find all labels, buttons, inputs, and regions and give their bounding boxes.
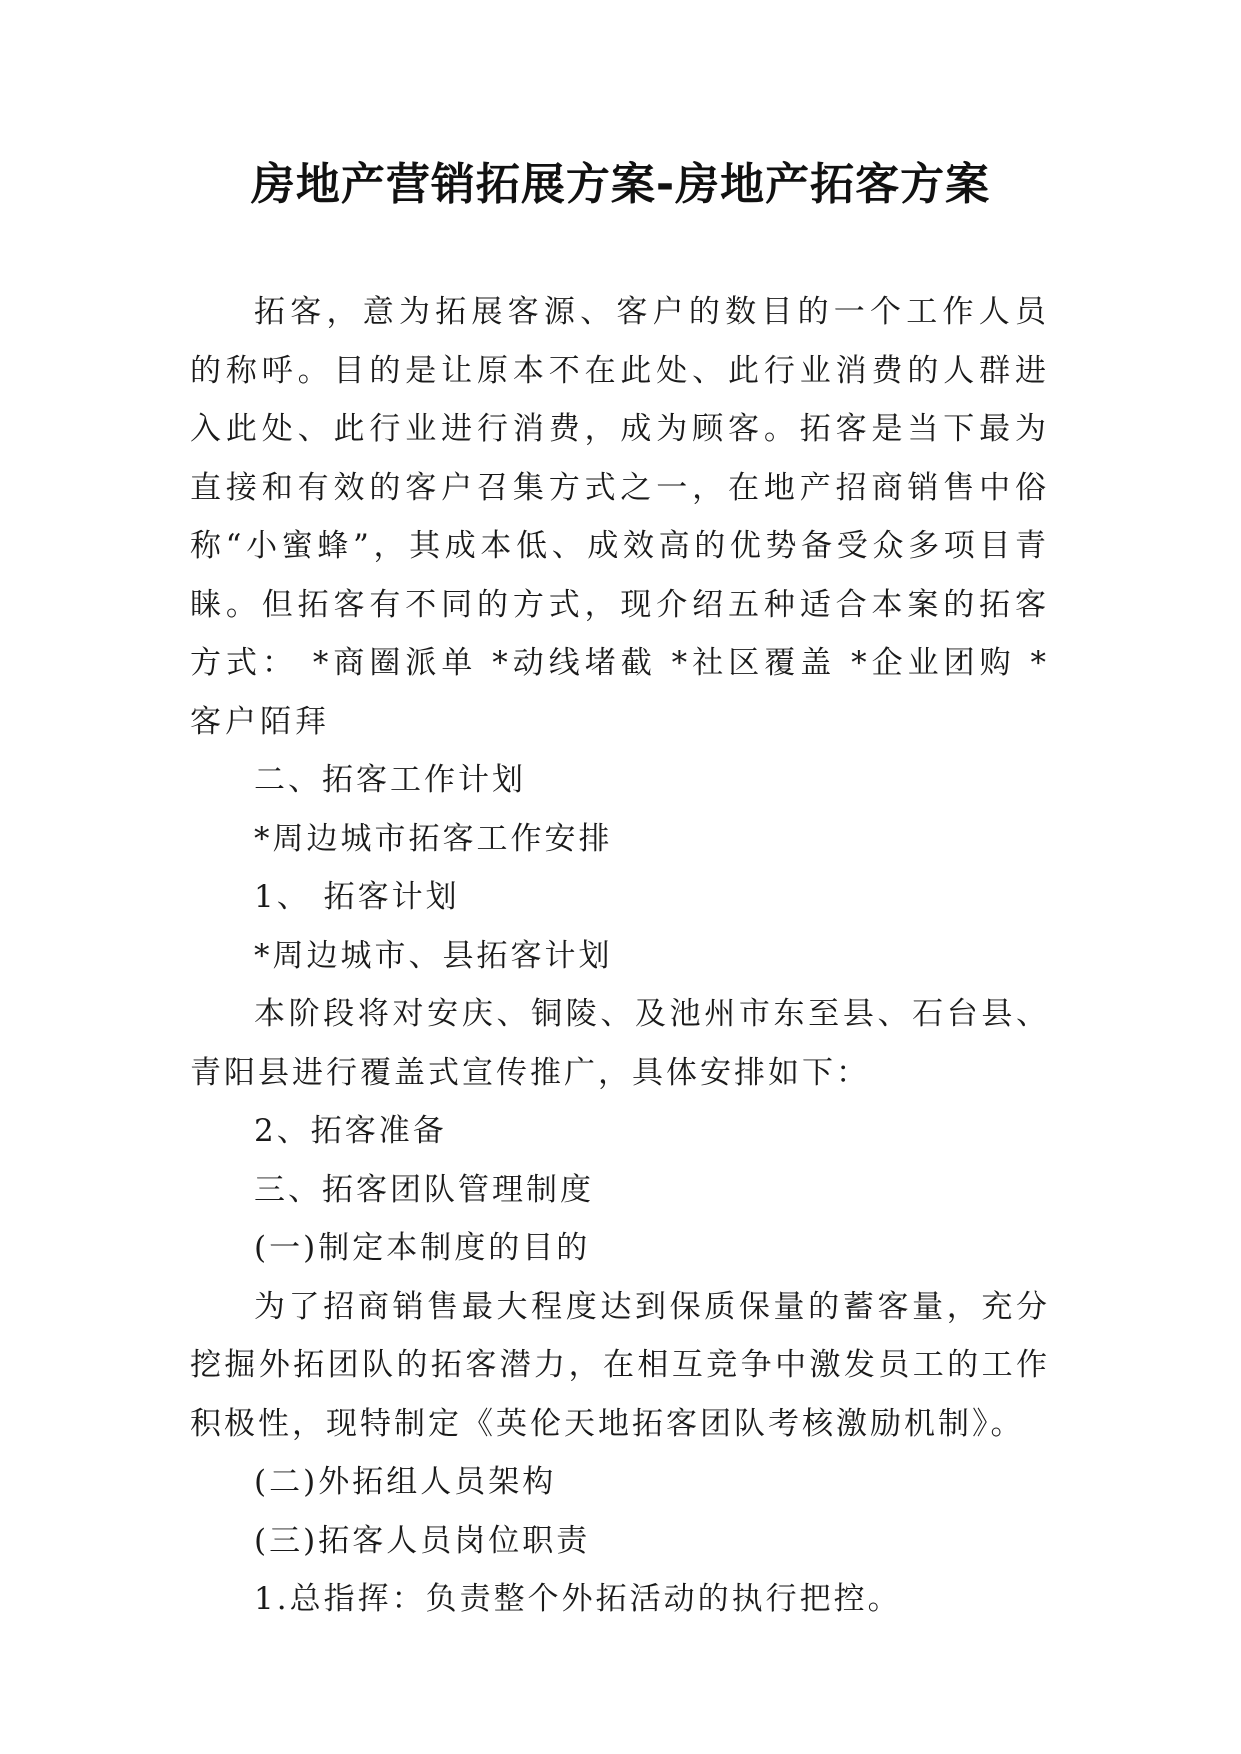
paragraph-item: (二)外拓组人员架构	[254, 1464, 557, 1500]
document-title: 房地产营销拓展方案-房地产拓客方案	[250, 159, 991, 210]
paragraph-item: 1、 拓客计划	[254, 879, 460, 915]
heading-section-3: 三、拓客团队管理制度	[254, 1171, 594, 1208]
heading-section-2: 二、拓客工作计划	[254, 762, 526, 798]
paragraph-item: (三)拓客人员岗位职责	[254, 1522, 591, 1559]
paragraph-intro: 拓客，意为拓展客源、客户的数目的一个工作人员的称呼。目的是让原本不在此处、此行业消费的人群进入此处、此行业进行消费，成为顾客。拓客是当下最为直接和有效的客户召集方式之一，在地产招商销售中俗称“小蜜蜂”，其成本低、成效高的优势备受众多项目青睐。但拓客有不同的方式，现介绍五种适合本案的拓客方式： *商圈派单 *动线堵截 *社区覆盖 *企业团购 *客户陌拜	[190, 294, 1050, 740]
paragraph-item: (一)制定本制度的目的	[254, 1230, 591, 1266]
paragraph-purpose: 为了招商销售最大程度达到保质保量的蓄客量，充分挖掘外拓团队的拓客潜力，在相互竞争中激发员工的工作积极性，现特制定《英伦天地拓客团队考核激励机制》。	[190, 1288, 1050, 1442]
paragraph-plan: 本阶段将对安庆、铜陵、及池州市东至县、石台县、青阳县进行覆盖式宣传推广，具体安排如下：	[190, 996, 1050, 1091]
paragraph-item: 2、拓客准备	[254, 1113, 447, 1149]
paragraph-item: *周边城市、县拓客计划	[254, 937, 613, 974]
document-body	[190, 283, 1050, 1629]
paragraph-item: *周边城市拓客工作安排	[254, 820, 613, 857]
paragraph-item: 1.总指挥：负责整个外拓活动的执行把控。	[254, 1581, 902, 1617]
